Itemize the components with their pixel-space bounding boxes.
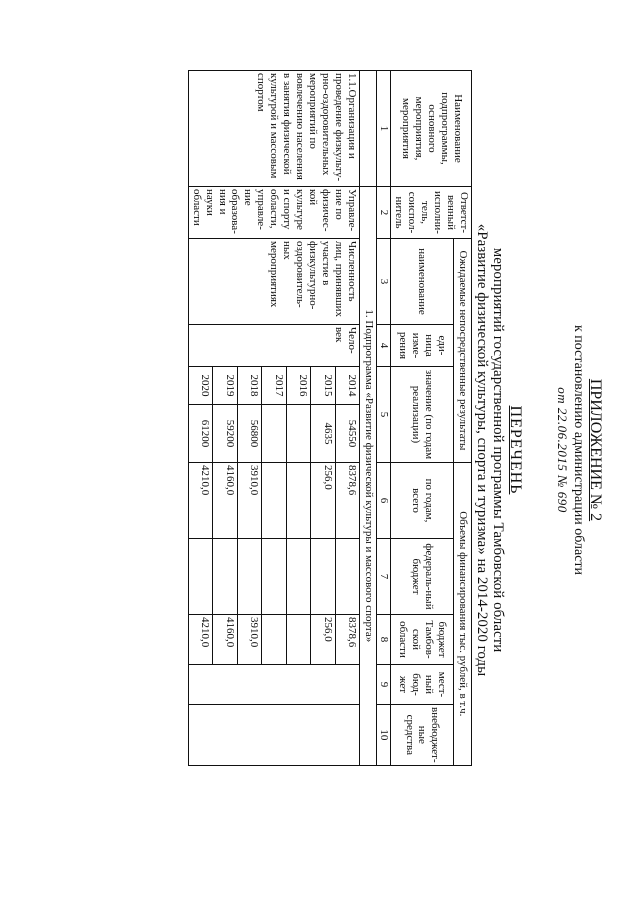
value-cell (286, 405, 311, 463)
federal-cell (335, 539, 360, 615)
federal-cell (262, 539, 287, 615)
program-name: «Развитие физической культуры, спорта и туризма» на 2014-2020 годы (474, 223, 490, 677)
measure-unit: Чело-век (188, 325, 360, 367)
measure-result-name: Численность лиц, принявших участие в физкультурно-оздоровитель-ных мероприятиях (188, 239, 360, 325)
year-cell: 2018 (237, 367, 262, 405)
extra-cell (188, 705, 360, 766)
table-row (335, 71, 360, 766)
regional-cell: 4210,0 (188, 615, 213, 665)
appendix-heading: ПРИЛОЖЕНИЕ № 2 (587, 378, 604, 522)
handwritten-date-number: от 22.06.2015 № 690 (555, 387, 570, 513)
col-extra-header: внебюджет-ные средства (391, 705, 454, 766)
regional-cell: 4160,0 (213, 615, 238, 665)
regional-cell: 3910,0 (237, 615, 262, 665)
measures-table (188, 70, 472, 766)
col-regional-header: бюджет Тамбов-ской области (391, 615, 454, 665)
total-cell: 8378,6 (335, 463, 360, 539)
column-number: 6 (377, 463, 391, 539)
total-cell: 4210,0 (188, 463, 213, 539)
federal-cell (286, 539, 311, 615)
document-subtitle: мероприятий государственной программы Тамбовской области (490, 247, 506, 653)
value-cell: 59200 (213, 405, 238, 463)
col-federal-header: федераль-ный бюджет (391, 539, 454, 615)
measure-responsible: Управле-ние по физичес-кой культуре и спорту области, управле-ние образова-ния и науки области (188, 187, 360, 239)
column-number: 3 (377, 239, 391, 325)
regional-cell (262, 615, 287, 665)
year-cell: 2017 (262, 367, 287, 405)
regional-cell (286, 615, 311, 665)
col-name-header: Наименование подпрограммы, основного мероприятия, мероприятия (391, 71, 472, 187)
column-number: 9 (377, 665, 391, 705)
column-number: 4 (377, 325, 391, 367)
value-cell: 61200 (188, 405, 213, 463)
measure-name: 1.1.Организация и проведение физкульту-рно-оздоровительных мероприятий по вовлечению населения в занятия физической культурой и массовым спортом (188, 71, 360, 187)
value-cell (262, 405, 287, 463)
federal-cell (237, 539, 262, 615)
total-cell (286, 463, 311, 539)
value-cell: 56800 (237, 405, 262, 463)
document-title: ПЕРЕЧЕНЬ (507, 405, 524, 495)
total-cell: 3910,0 (237, 463, 262, 539)
total-cell (262, 463, 287, 539)
column-number: 8 (377, 615, 391, 665)
value-cell: 54550 (335, 405, 360, 463)
col-local-header: мест-ный бюд-жет (391, 665, 454, 705)
year-cell: 2019 (213, 367, 238, 405)
year-cell: 2015 (311, 367, 336, 405)
subprogram-title: 1. Подпрограмма «Развитие физической культуры и массового спорта» (360, 187, 377, 766)
value-cell: 4635 (311, 405, 336, 463)
federal-cell (311, 539, 336, 615)
col-funding-header: Объемы финансирования тыс. рублей, в т.ч. (453, 463, 471, 766)
column-numbers-row (377, 71, 391, 766)
column-number: 10 (377, 705, 391, 766)
col-unit-header: еди-ница изме-рения (391, 325, 454, 367)
year-cell: 2020 (188, 367, 213, 405)
column-number: 2 (377, 187, 391, 239)
year-cell: 2014 (335, 367, 360, 405)
resolution-line: к постановлению администрации области (571, 324, 586, 576)
regional-cell: 256,0 (311, 615, 336, 665)
col-expected-header: Ожидаемые непосредственные результаты (453, 239, 471, 463)
col-value-header: значение (по годам реализации) (391, 367, 454, 463)
total-cell: 256,0 (311, 463, 336, 539)
federal-cell (213, 539, 238, 615)
column-number: 1 (377, 71, 391, 187)
col-responsible-header: Ответст-венный исполни-тель, соиспол-нитель (391, 187, 472, 239)
regional-cell: 8378,6 (335, 615, 360, 665)
federal-cell (188, 539, 213, 615)
column-number: 5 (377, 367, 391, 463)
col-by-year-header: по годам, всего (391, 463, 454, 539)
col-result-name-header: наименование (391, 239, 454, 325)
local-cell (188, 665, 360, 705)
header-row-1 (453, 71, 471, 766)
year-cell: 2016 (286, 367, 311, 405)
total-cell: 4160,0 (213, 463, 238, 539)
column-number: 7 (377, 539, 391, 615)
subprogram-row (360, 71, 377, 766)
